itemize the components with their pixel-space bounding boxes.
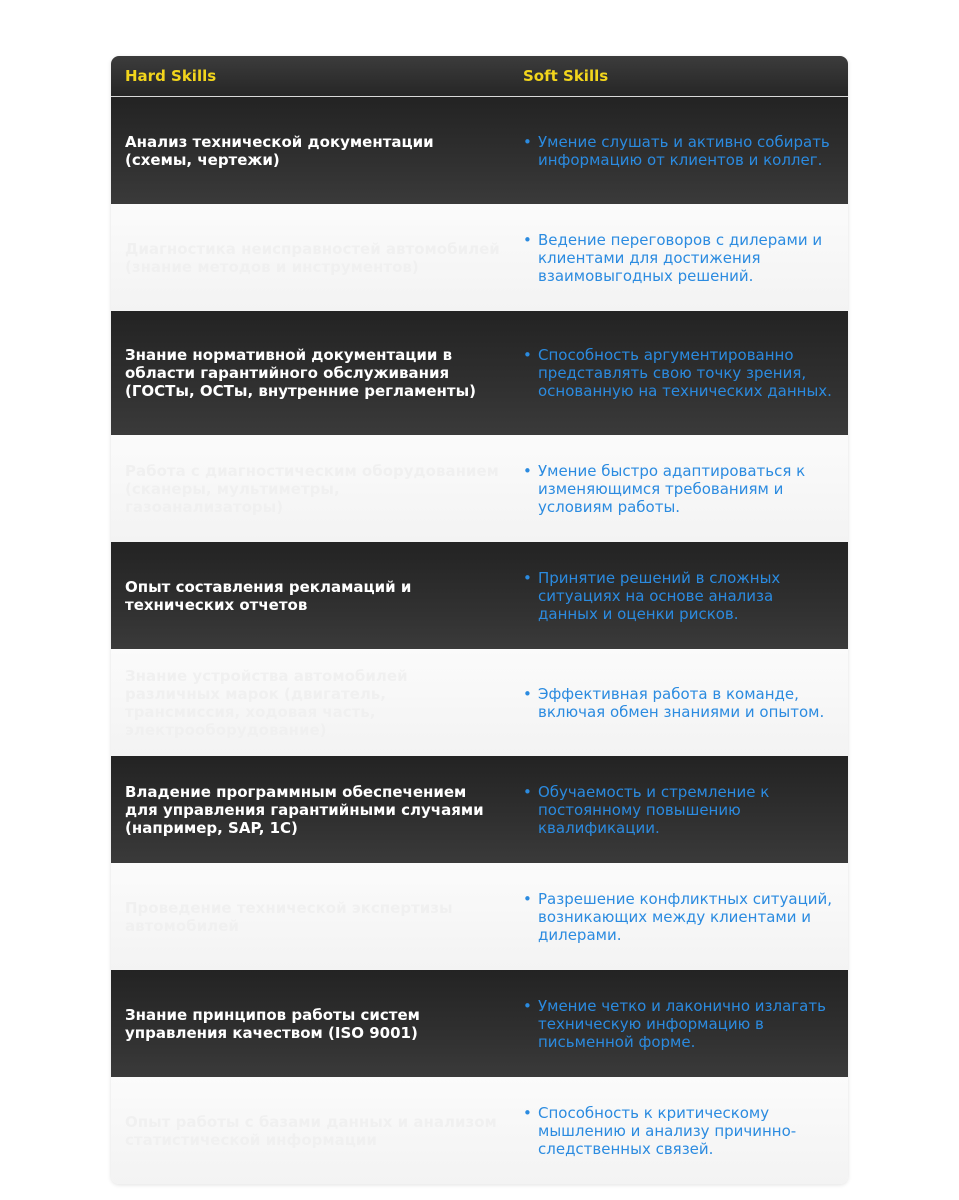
table-row <box>111 204 848 311</box>
soft-skill-text: Способность аргументированно представлять свою точку зрения, основанную на технических данных. <box>538 346 832 400</box>
bullet-icon: • <box>523 132 532 151</box>
soft-skill-cell <box>510 890 848 944</box>
hard-skill-text: Проведение технической экспертизы автомобилей <box>125 898 453 935</box>
hard-skill-text: Работа с диагностическим оборудованием (сканеры, мультиметры, газоанализаторы) <box>125 461 499 516</box>
soft-skill-cell <box>510 346 848 400</box>
bullet-icon: • <box>523 568 532 587</box>
bullet-icon: • <box>523 461 532 480</box>
hard-skill-cell <box>111 1006 510 1042</box>
soft-skill-list-item <box>523 462 834 516</box>
bullet-icon: • <box>523 684 532 703</box>
hard-skill-cell <box>111 667 510 739</box>
hard-skill-cell <box>111 240 510 276</box>
soft-skill-text: Обучаемость и стремление к постоянному повышению квалификации. <box>538 782 770 837</box>
table-row <box>111 97 848 204</box>
soft-skill-list-item <box>523 133 834 169</box>
soft-skill-list-item <box>523 569 834 623</box>
soft-skill-text: Умение быстро адаптироваться к изменяющимся требованиям и условиям работы. <box>538 461 806 516</box>
soft-skill-list-item <box>523 997 834 1051</box>
bullet-icon: • <box>523 1103 532 1122</box>
soft-skill-list-item <box>523 783 834 837</box>
soft-skills-header: Soft Skills <box>523 67 609 85</box>
hard-skill-cell <box>111 1113 510 1149</box>
hard-skill-text: Знание устройства автомобилей различных марок (двигатель, трансмиссия, ходовая часть, электрооборудование) <box>125 666 408 739</box>
soft-skill-cell <box>510 997 848 1051</box>
table-row <box>111 1077 848 1184</box>
hard-skill-cell <box>111 783 510 837</box>
hard-skill-text: Знание нормативной документации в области гарантийного обслуживания (ГОСТы, ОСТы, внутренние регламенты) <box>125 346 477 400</box>
table-row <box>111 542 848 649</box>
soft-skill-cell <box>510 569 848 623</box>
soft-skill-text: Эффективная работа в команде, включая обмен знаниями и опытом. <box>538 684 825 721</box>
table-row <box>111 311 848 435</box>
bullet-icon: • <box>523 230 532 249</box>
hard-skill-cell <box>111 133 510 169</box>
soft-skill-list-item <box>523 890 834 944</box>
hard-skill-cell <box>111 578 510 614</box>
soft-skill-text: Принятие решений в сложных ситуациях на основе анализа данных и оценки рисков. <box>538 568 781 623</box>
skills-table <box>111 56 848 1184</box>
hard-skill-text: Владение программным обеспечением для управления гарантийными случаями (например, SAP, 1С) <box>125 782 484 837</box>
soft-skill-list-item <box>523 346 834 400</box>
table-row <box>111 863 848 970</box>
soft-skill-cell <box>510 462 848 516</box>
soft-skill-text: Разрешение конфликтных ситуаций, возникающих между клиентами и дилерами. <box>538 889 833 944</box>
soft-skill-cell <box>510 1104 848 1158</box>
hard-skill-cell <box>111 899 510 935</box>
hard-skill-cell <box>111 462 510 516</box>
hard-skill-text: Опыт составления рекламаций и технических отчетов <box>125 577 412 614</box>
hard-skill-text: Знание принципов работы систем управления качеством (ISO 9001) <box>125 1005 420 1042</box>
hard-skills-header: Hard Skills <box>125 67 217 85</box>
soft-skill-list-item <box>523 685 834 721</box>
bullet-icon: • <box>523 346 532 364</box>
soft-skill-text: Умение слушать и активно собирать информацию от клиентов и коллег. <box>538 132 830 169</box>
soft-skill-text: Ведение переговоров с дилерами и клиентами для достижения взаимовыгодных решений. <box>538 230 823 285</box>
soft-skill-text: Умение четко и лаконично излагать техническую информацию в письменной форме. <box>538 996 826 1051</box>
soft-skill-cell <box>510 231 848 285</box>
hard-skill-text: Диагностика неисправностей автомобилей (знание методов и инструментов) <box>125 239 500 276</box>
table-header <box>111 56 848 97</box>
table-row <box>111 756 848 863</box>
hard-skill-cell <box>111 346 510 400</box>
table-row <box>111 649 848 756</box>
table-row <box>111 435 848 542</box>
soft-skill-list-item <box>523 231 834 285</box>
bullet-icon: • <box>523 782 532 801</box>
soft-skill-cell <box>510 783 848 837</box>
table-body <box>111 97 848 1184</box>
soft-skill-cell <box>510 685 848 721</box>
bullet-icon: • <box>523 996 532 1015</box>
hard-skill-text: Опыт работы с базами данных и анализом статистической информации <box>125 1112 497 1149</box>
hard-skill-text: Анализ технической документации (схемы, чертежи) <box>125 132 434 169</box>
soft-skill-cell <box>510 133 848 169</box>
table-row <box>111 970 848 1077</box>
bullet-icon: • <box>523 889 532 908</box>
soft-skill-list-item <box>523 1104 834 1158</box>
soft-skill-text: Способность к критическому мышлению и анализу причинно-следственных связей. <box>538 1103 797 1158</box>
